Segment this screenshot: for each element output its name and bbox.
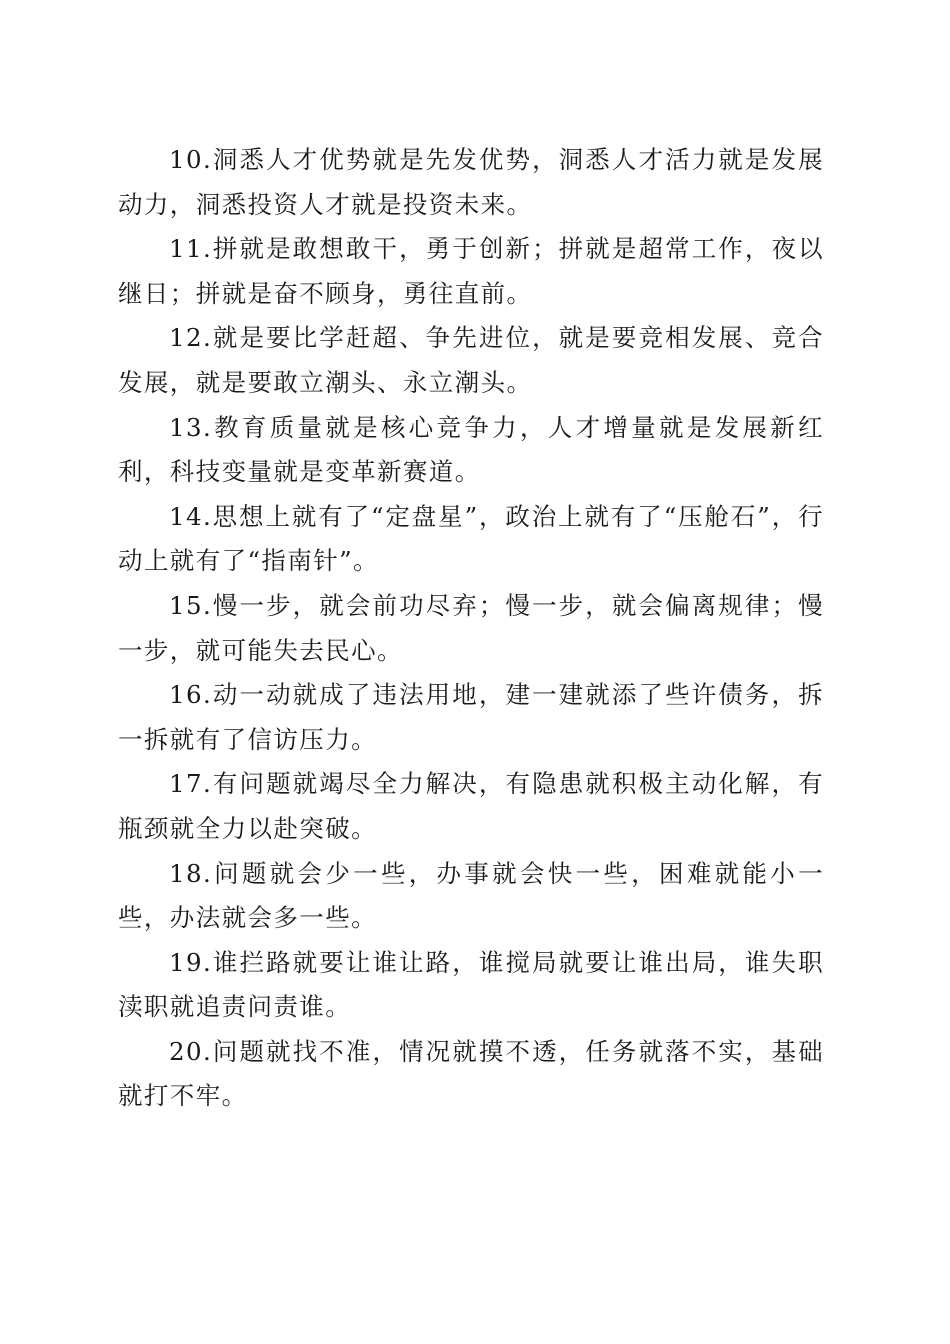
paragraph-number: 12.: [169, 323, 213, 353]
paragraph-number: 17.: [169, 769, 213, 799]
paragraph-text: 问题就会少一些，办事就会快一些，困难就能小一些，办法就会多一些。: [118, 858, 824, 933]
paragraph-text: 拼就是敢想敢干，勇于创新；拼就是超常工作，夜以继日；拼就是奋不顾身，勇往直前。: [118, 234, 824, 308]
paragraph-10: [118, 138, 824, 227]
paragraph-15: [118, 584, 824, 673]
paragraph-number: 14.: [169, 501, 213, 531]
paragraph-19: [118, 941, 824, 1030]
paragraph-text: 洞悉人才优势就是先发优势，洞悉人才活力就是发展动力，洞悉投资人才就是投资未来。: [118, 145, 824, 219]
document-body: [118, 138, 824, 1119]
paragraph-text: 动一动就成了违法用地，建一建就添了些许债务，拆一拆就有了信访压力。: [118, 680, 824, 754]
paragraph-20: [118, 1030, 824, 1119]
paragraph-number: 19.: [169, 947, 213, 977]
paragraph-text: 问题就找不准，情况就摸不透，任务就落不实，基础就打不牢。: [118, 1036, 824, 1111]
paragraph-text: 慢一步，就会前功尽弃；慢一步，就会偏离规律；慢一步，就可能失去民心。: [118, 590, 824, 665]
paragraph-text: 教育质量就是核心竞争力，人才增量就是发展新红利，科技变量就是变革新赛道。: [118, 412, 824, 487]
paragraph-13: [118, 406, 824, 495]
paragraph-number: 16.: [169, 680, 213, 710]
paragraph-14: [118, 495, 824, 584]
paragraph-number: 18.: [169, 858, 213, 888]
paragraph-number: 10.: [169, 145, 213, 174]
paragraph-number: 15.: [169, 590, 213, 620]
paragraph-text: 就是要比学赶超、争先进位，就是要竞相发展、竞合发展，就是要敢立潮头、永立潮头。: [118, 323, 824, 397]
paragraph-number: 20.: [169, 1036, 213, 1066]
paragraph-18: [118, 852, 824, 941]
paragraph-number: 11.: [169, 234, 213, 264]
paragraph-17: [118, 762, 824, 851]
paragraph-12: [118, 316, 824, 405]
paragraph-16: [118, 673, 824, 762]
paragraph-11: [118, 227, 824, 316]
paragraph-text: 思想上就有了“定盘星”，政治上就有了“压舱石”，行动上就有了“指南针”。: [118, 501, 824, 576]
paragraph-text: 谁拦路就要让谁让路，谁搅局就要让谁出局，谁失职渎职就追责问责谁。: [118, 947, 824, 1022]
paragraph-number: 13.: [169, 412, 213, 442]
paragraph-text: 有问题就竭尽全力解决，有隐患就积极主动化解，有瓶颈就全力以赴突破。: [118, 769, 824, 843]
